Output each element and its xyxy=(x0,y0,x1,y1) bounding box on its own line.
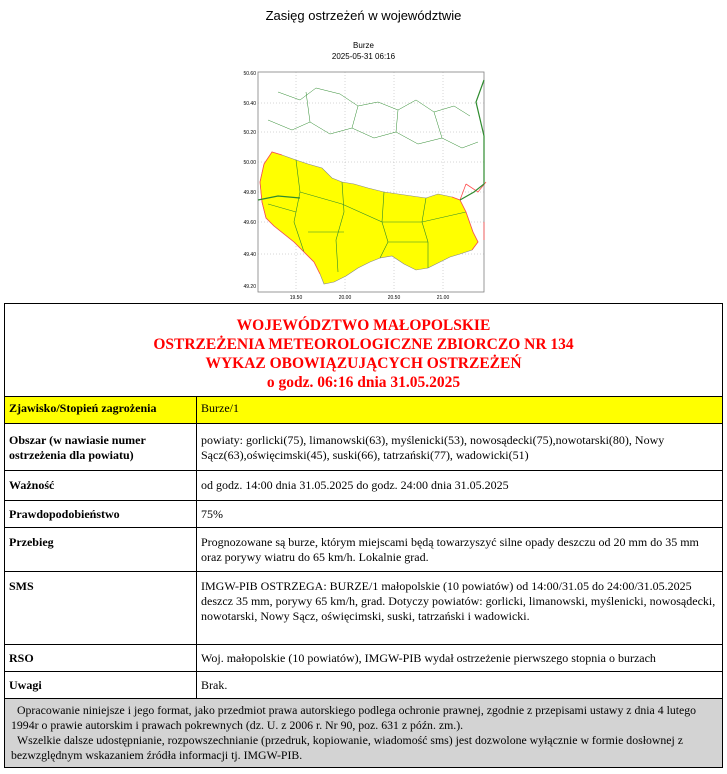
row-value: Prognozowane są burze, którym miejscami będą towarzyszyć silne opady deszczu od 20 mm do 35 mm oraz porywy wiatru do 65 km/h. Lokalnie grad. xyxy=(201,535,699,564)
bulletin-title xyxy=(5,304,722,396)
distribution-text: Wszelkie dalsze udostępnianie, rozpowszechnianie (przedruk, kopiowanie, wiadomość sms) jest dozwolone wyłącznie w formie dosłownej z bezwzględnym wskazaniem źródła informacji tj. IMGW-PIB. xyxy=(11,733,683,762)
lon-labels xyxy=(290,295,450,301)
map-datetime: 2025-05-31 06:16 xyxy=(331,52,396,61)
row-label: Zjawisko/Stopień zagrożenia xyxy=(5,397,197,423)
row-validity xyxy=(5,470,722,500)
copyright-footer xyxy=(5,698,722,767)
row-label: SMS xyxy=(5,572,197,644)
row-value: Brak. xyxy=(201,678,228,692)
bulletin-region: WOJEWÓDZTWO MAŁOPOLSKIE xyxy=(236,317,491,334)
svg-text:20.50: 20.50 xyxy=(387,295,401,301)
bulletin-type: OSTRZEŻENIA METEOROLOGICZNE ZBIORCZO NR 134 xyxy=(153,336,574,353)
row-label: Obszar (w nawiasie numer ostrzeżenia dla powiatu) xyxy=(5,424,197,470)
row-label: Ważność xyxy=(5,471,197,500)
row-value: od godz. 14:00 dnia 31.05.2025 do godz. 24:00 dnia 31.05.2025 xyxy=(201,478,509,492)
bulletin-time: o godz. 06:16 dnia 31.05.2025 xyxy=(266,374,461,391)
row-value: Woj. małopolskie (10 powiatów), IMGW-PIB wydał ostrzeżenie pierwszego stopnia o burzach xyxy=(201,651,656,665)
row-value: powiaty: gorlicki(75), limanowski(63), myślenicki(53), nowosądecki(75),nowotarski(80), Nowy Sącz(63),oświęcimski(45), suski(66), tatrzański(77), wadowicki(51) xyxy=(201,433,665,462)
svg-text:50.60: 50.60 xyxy=(243,71,256,77)
row-value: Burze/1 xyxy=(197,397,722,423)
row-probability xyxy=(5,500,722,527)
svg-text:49.20: 49.20 xyxy=(243,284,256,290)
lat-labels xyxy=(243,71,256,290)
row-value: 75% xyxy=(201,507,223,521)
warning-map xyxy=(243,71,488,302)
row-rso xyxy=(5,644,722,671)
page-title: Zasięg ostrzeżeń w województwie xyxy=(265,8,462,23)
svg-text:49.60: 49.60 xyxy=(243,220,256,226)
row-course xyxy=(5,527,722,571)
svg-text:50.20: 50.20 xyxy=(243,130,256,136)
svg-text:49.80: 49.80 xyxy=(243,190,256,196)
row-label: Przebieg xyxy=(5,528,197,571)
svg-text:50.00: 50.00 xyxy=(243,160,256,166)
map-phenomenon: Burze xyxy=(353,41,374,50)
warning-table xyxy=(4,303,723,768)
row-label: Uwagi xyxy=(5,672,197,698)
bulletin-list-title: WYKAZ OBOWIĄZUJĄCYCH OSTRZEŻEŃ xyxy=(205,355,522,372)
row-sms xyxy=(5,571,722,644)
svg-text:50.40: 50.40 xyxy=(243,101,256,107)
row-remarks xyxy=(5,671,722,698)
copyright-text: Opracowanie niniejsze i jego format, jako przedmiot prawa autorskiego podlega ochronie prawnej, zgodnie z przepisami ustawy z dnia 4 lutego 1994r o prawie autorskim i prawach pokrewnych (dz. U. z 2006 r. Nr 90, poz. 631 z późn. zm.). xyxy=(11,703,697,732)
svg-text:19.50: 19.50 xyxy=(289,295,303,301)
svg-text:21.00: 21.00 xyxy=(436,295,450,301)
svg-text:49.40: 49.40 xyxy=(243,252,256,258)
svg-text:20.00: 20.00 xyxy=(338,295,352,301)
row-value: IMGW-PIB OSTRZEGA: BURZE/1 małopolskie (10 powiatów) od 14:00/31.05 do 24:00/31.05.2025 deszcz 35 mm, porywy 65 km/h, grad. Dotyczy powiatów: gorlicki, limanowski, myślenicki, nowosądecki, nowotarski, Nowy Sącz, oświęcimski, suski, tatrzański i wadowicki. xyxy=(201,579,716,623)
row-phenomenon xyxy=(5,396,722,423)
row-label: Prawdopodobieństwo xyxy=(5,501,197,527)
row-label: RSO xyxy=(5,645,197,671)
row-area xyxy=(5,423,722,470)
